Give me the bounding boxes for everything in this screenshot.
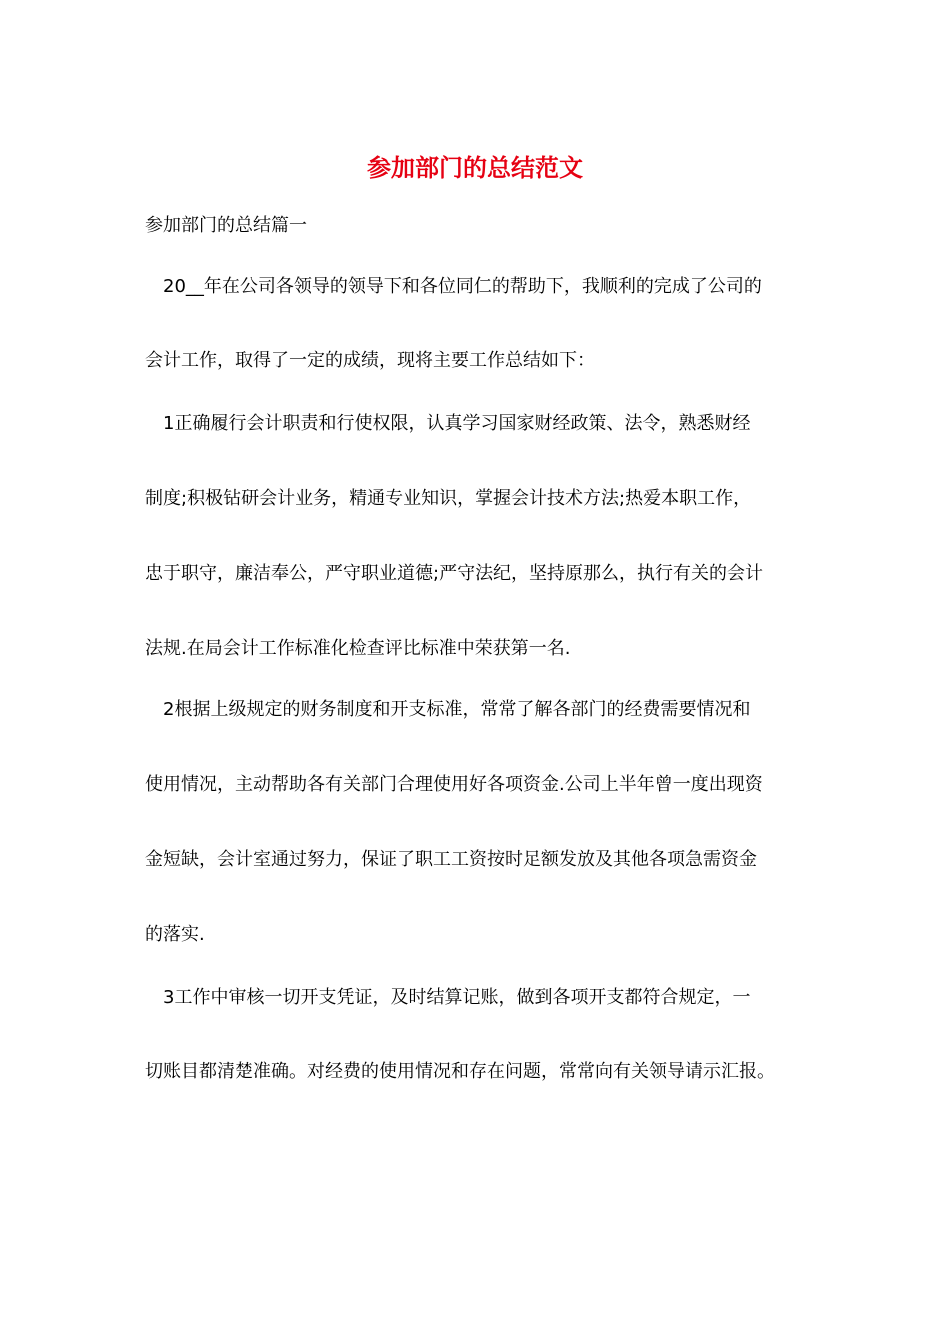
paragraph-line-10: 的落实. (145, 924, 205, 945)
paragraph-line-7: 2根据上级规定的财务制度和开支标准，常常了解各部门的经费需要情况和 (163, 699, 751, 720)
paragraph-line-2: 会计工作，取得了一定的成绩，现将主要工作总结如下： (145, 350, 595, 371)
paragraph-line-12: 切账目都清楚准确。对经费的使用情况和存在问题，常常向有关领导请示汇报。 (145, 1061, 775, 1082)
paragraph-line-6: 法规.在局会计工作标准化检查评比标准中荣获第一名. (145, 638, 571, 659)
document-title: 参加部门的总结范文 (367, 153, 583, 182)
paragraph-line-1: 20__年在公司各领导的领导下和各位同仁的帮助下，我顺利的完成了公司的 (163, 276, 762, 297)
section-heading: 参加部门的总结篇一 (145, 215, 307, 236)
paragraph-line-5: 忠于职守，廉洁奉公，严守职业道德;严守法纪，坚持原那么，执行有关的会计 (145, 563, 764, 584)
paragraph-line-8: 使用情况，主动帮助各有关部门合理使用好各项资金.公司上半年曾一度出现资 (145, 774, 763, 795)
paragraph-line-4: 制度;积极钻研会计业务，精通专业知识，掌握会计技术方法;热爱本职工作， (145, 488, 752, 509)
paragraph-line-3: 1正确履行会计职责和行使权限，认真学习国家财经政策、法令，熟悉财经 (163, 413, 751, 434)
paragraph-line-11: 3工作中审核一切开支凭证，及时结算记账，做到各项开支都符合规定，一 (163, 987, 751, 1008)
paragraph-line-9: 金短缺，会计室通过努力，保证了职工工资按时足额发放及其他各项急需资金 (145, 849, 757, 870)
